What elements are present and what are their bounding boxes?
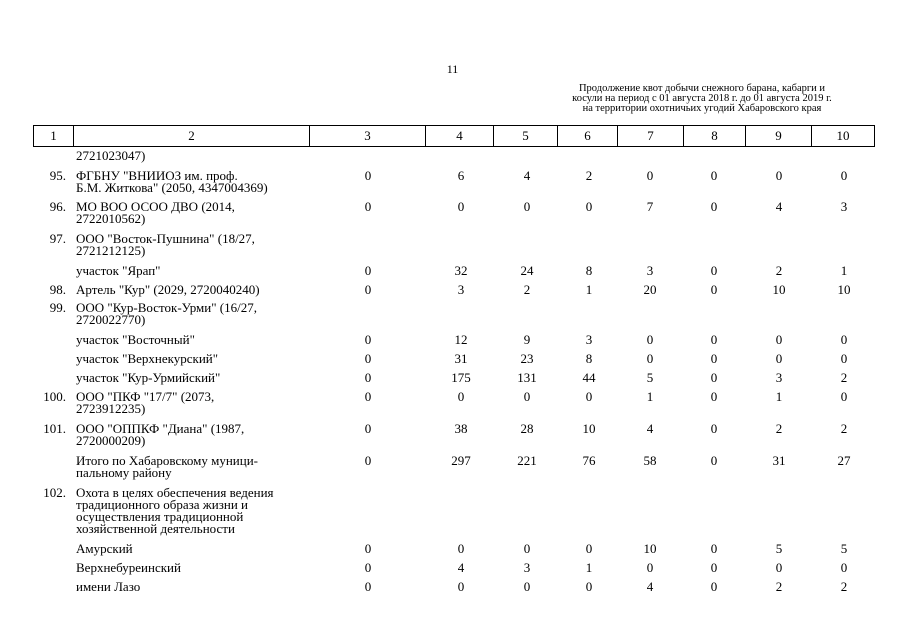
table-caption xyxy=(537,84,867,114)
row-value: 0 xyxy=(775,332,783,347)
row-value: 10 xyxy=(837,282,851,297)
row-value: 3 xyxy=(523,560,531,575)
row-value: 27 xyxy=(837,453,851,468)
column-header: 8 xyxy=(684,126,746,147)
row-name xyxy=(76,265,312,277)
row-value: 0 xyxy=(523,389,531,404)
row-value: 1 xyxy=(775,389,783,404)
row-value: 8 xyxy=(585,263,593,278)
row-value: 23 xyxy=(520,351,534,366)
row-value: 0 xyxy=(457,199,465,214)
row-value: 0 xyxy=(775,351,783,366)
row-name-line: 2720022770) xyxy=(76,312,146,327)
row-value: 2 xyxy=(840,421,848,436)
row-name xyxy=(76,353,312,365)
row-name-line: ООО "ПКФ "17/7" (2073, xyxy=(76,389,215,404)
row-value: 2 xyxy=(523,282,531,297)
row-name xyxy=(76,543,312,555)
row-value: 0 xyxy=(523,579,531,594)
row-value: 2 xyxy=(775,421,783,436)
row-name-line: участок "Кур-Урмийский" xyxy=(76,370,221,385)
row-name xyxy=(76,170,312,194)
row-name-line: хозяйственной деятельности xyxy=(76,521,235,536)
row-value: 9 xyxy=(523,332,531,347)
row-value: 0 xyxy=(710,199,718,214)
row-value: 24 xyxy=(520,263,534,278)
column-header: 2 xyxy=(74,126,310,147)
row-name xyxy=(76,562,312,574)
row-name xyxy=(76,284,312,296)
caption-line: косули на период с 01 августа 2018 г. до 01 августа 2019 г. xyxy=(572,93,832,104)
row-value: 1 xyxy=(646,389,654,404)
row-value: 0 xyxy=(364,370,372,385)
row-value: 0 xyxy=(710,560,718,575)
row-name-line: 2723912235) xyxy=(76,401,146,416)
row-value: 0 xyxy=(840,560,848,575)
column-header-row xyxy=(33,125,875,147)
row-value: 3 xyxy=(585,332,593,347)
column-header: 9 xyxy=(746,126,812,147)
row-value: 0 xyxy=(364,351,372,366)
row-name-line: ООО "Кур-Восток-Урми" (16/27, xyxy=(76,300,257,315)
row-value: 44 xyxy=(582,370,596,385)
row-value: 0 xyxy=(364,332,372,347)
row-value: 0 xyxy=(364,168,372,183)
row-value: 0 xyxy=(364,263,372,278)
row-value: 3 xyxy=(457,282,465,297)
row-value: 4 xyxy=(523,168,531,183)
row-value: 1 xyxy=(585,282,593,297)
row-name-line: Итого по Хабаровскому муници- xyxy=(76,453,259,468)
row-name xyxy=(76,334,312,346)
row-value: 0 xyxy=(775,168,783,183)
row-value: 3 xyxy=(646,263,654,278)
column-header: 5 xyxy=(494,126,558,147)
row-value: 0 xyxy=(364,199,372,214)
row-name-line: ООО "ОППКФ "Диана" (1987, xyxy=(76,421,245,436)
row-name-line: участок "Ярап" xyxy=(76,263,161,278)
row-value: 0 xyxy=(457,541,465,556)
row-value: 0 xyxy=(710,579,718,594)
row-value: 297 xyxy=(451,453,471,468)
row-name xyxy=(76,150,312,162)
row-name-line: имени Лазо xyxy=(76,579,141,594)
row-value: 2 xyxy=(775,263,783,278)
row-value: 0 xyxy=(585,389,593,404)
row-value: 4 xyxy=(457,560,465,575)
row-value: 10 xyxy=(643,541,657,556)
row-name-line: участок "Восточный" xyxy=(76,332,195,347)
row-value: 0 xyxy=(646,168,654,183)
row-value: 5 xyxy=(646,370,654,385)
row-name-line: ООО "Восток-Пушнина" (18/27, xyxy=(76,231,255,246)
row-number: 100. xyxy=(43,389,66,404)
row-name-line: традиционного образа жизни и xyxy=(76,497,249,512)
row-value: 0 xyxy=(710,370,718,385)
row-value: 131 xyxy=(517,370,537,385)
row-value: 12 xyxy=(454,332,468,347)
row-value: 0 xyxy=(523,541,531,556)
row-value: 0 xyxy=(364,453,372,468)
row-value: 0 xyxy=(775,560,783,575)
row-number: 95. xyxy=(49,168,66,183)
row-name-line: Артель "Кур" (2029, 2720040240) xyxy=(76,282,260,297)
row-value: 0 xyxy=(646,351,654,366)
column-header: 1 xyxy=(34,126,74,147)
caption-line: на территории охотничьих угодий Хабаровского края xyxy=(582,103,822,114)
row-value: 0 xyxy=(364,282,372,297)
row-value: 5 xyxy=(775,541,783,556)
row-name-line: 2721212125) xyxy=(76,243,146,258)
column-header: 7 xyxy=(618,126,684,147)
row-number: 99. xyxy=(49,300,66,315)
row-number: 102. xyxy=(43,485,66,500)
row-name xyxy=(76,372,312,384)
row-name-line: Верхнебуреинский xyxy=(76,560,181,575)
column-header: 3 xyxy=(310,126,426,147)
row-value: 175 xyxy=(451,370,471,385)
caption-line: Продолжение квот добычи снежного барана, кабарги и xyxy=(578,83,826,94)
row-value: 2 xyxy=(775,579,783,594)
row-value: 0 xyxy=(585,541,593,556)
row-value: 0 xyxy=(710,168,718,183)
row-value: 0 xyxy=(585,579,593,594)
row-value: 38 xyxy=(454,421,468,436)
row-value: 0 xyxy=(840,389,848,404)
row-value: 4 xyxy=(646,579,654,594)
row-number: 97. xyxy=(49,231,66,246)
row-value: 4 xyxy=(646,421,654,436)
row-value: 6 xyxy=(457,168,465,183)
row-value: 58 xyxy=(643,453,657,468)
column-header: 6 xyxy=(558,126,618,147)
row-name xyxy=(76,581,312,593)
row-value: 3 xyxy=(840,199,848,214)
column-header: 10 xyxy=(812,126,875,147)
row-number: 101. xyxy=(43,421,66,436)
row-value: 28 xyxy=(520,421,534,436)
row-value: 1 xyxy=(840,263,848,278)
row-name xyxy=(76,391,312,415)
row-value: 2 xyxy=(840,370,848,385)
row-name-line: 2722010562) xyxy=(76,211,146,226)
row-name-line: ФГБНУ "ВНИИОЗ им. проф. xyxy=(76,168,238,183)
row-value: 0 xyxy=(710,282,718,297)
row-value: 0 xyxy=(364,560,372,575)
row-name xyxy=(76,201,312,225)
row-name-line: Амурский xyxy=(76,541,133,556)
row-value: 20 xyxy=(643,282,657,297)
row-name-line: пальному району xyxy=(76,465,172,480)
row-value: 8 xyxy=(585,351,593,366)
row-value: 0 xyxy=(364,579,372,594)
row-number: 98. xyxy=(49,282,66,297)
row-value: 3 xyxy=(775,370,783,385)
row-value: 32 xyxy=(454,263,468,278)
row-name xyxy=(76,233,312,257)
row-value: 0 xyxy=(364,541,372,556)
row-value: 0 xyxy=(840,351,848,366)
row-value: 0 xyxy=(585,199,593,214)
row-name xyxy=(76,455,312,479)
row-value: 0 xyxy=(710,421,718,436)
row-value: 0 xyxy=(710,351,718,366)
row-name-line: осуществления традиционной xyxy=(76,509,244,524)
row-value: 76 xyxy=(582,453,596,468)
column-header: 4 xyxy=(426,126,494,147)
row-number: 96. xyxy=(49,199,66,214)
row-value: 0 xyxy=(646,332,654,347)
row-name xyxy=(76,423,312,447)
row-value: 0 xyxy=(457,579,465,594)
row-name-line: 2720000209) xyxy=(76,433,146,448)
row-name-line: 2721023047) xyxy=(76,148,146,163)
row-value: 10 xyxy=(582,421,596,436)
row-value: 2 xyxy=(585,168,593,183)
row-value: 0 xyxy=(710,541,718,556)
row-value: 0 xyxy=(710,332,718,347)
page-number: 11 xyxy=(446,62,459,76)
row-value: 7 xyxy=(646,199,654,214)
row-value: 5 xyxy=(840,541,848,556)
row-value: 1 xyxy=(585,560,593,575)
row-name xyxy=(76,487,312,535)
row-value: 0 xyxy=(710,263,718,278)
row-value: 0 xyxy=(646,560,654,575)
row-value: 31 xyxy=(454,351,468,366)
row-value: 0 xyxy=(710,389,718,404)
row-name-line: участок "Верхнекурский" xyxy=(76,351,219,366)
row-value: 0 xyxy=(523,199,531,214)
row-value: 4 xyxy=(775,199,783,214)
row-value: 221 xyxy=(517,453,537,468)
row-value: 2 xyxy=(840,579,848,594)
row-name-line: Охота в целях обеспечения ведения xyxy=(76,485,274,500)
row-value: 0 xyxy=(710,453,718,468)
row-value: 0 xyxy=(840,332,848,347)
row-value: 10 xyxy=(772,282,786,297)
row-value: 0 xyxy=(457,389,465,404)
row-value: 0 xyxy=(364,421,372,436)
row-value: 31 xyxy=(772,453,786,468)
row-name xyxy=(76,302,312,326)
row-value: 0 xyxy=(364,389,372,404)
row-value: 0 xyxy=(840,168,848,183)
row-name-line: Б.М. Житкова" (2050, 4347004369) xyxy=(76,180,268,195)
row-name-line: МО ВОО ОСОО ДВО (2014, xyxy=(76,199,235,214)
